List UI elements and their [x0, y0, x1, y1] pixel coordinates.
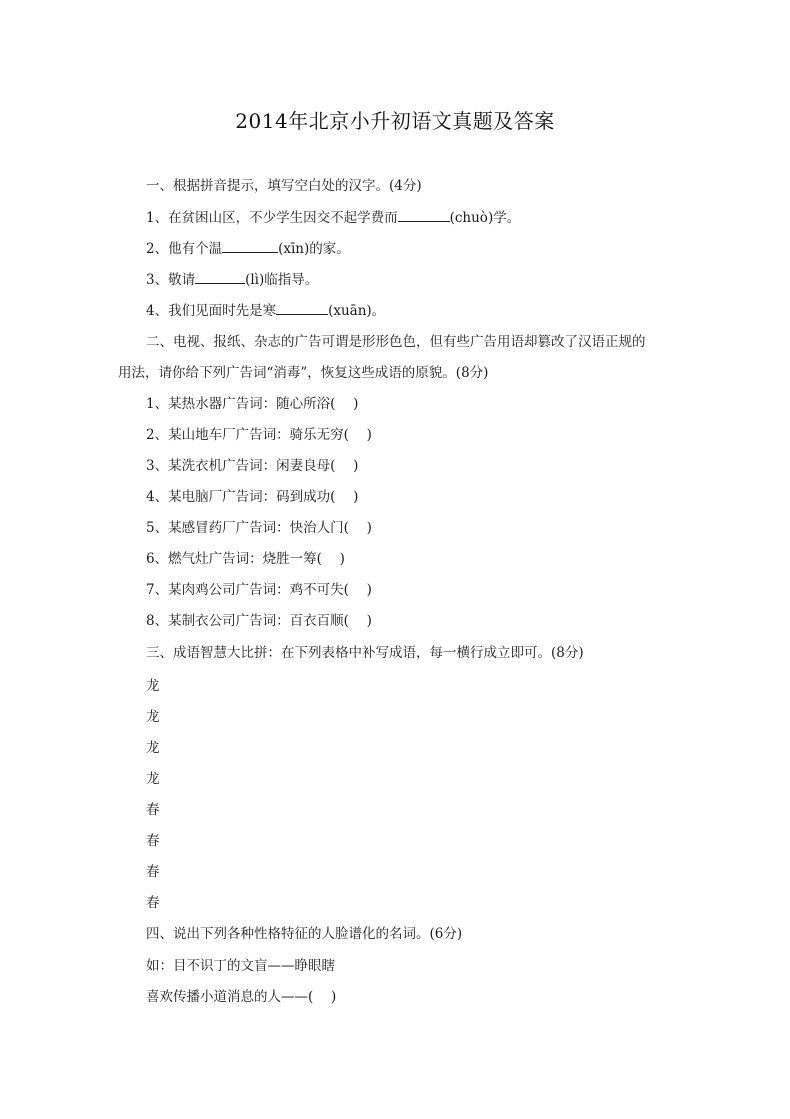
- answer-blank: [222, 239, 278, 253]
- answer-blank: [195, 270, 245, 284]
- section2-item-5: 5、某感冒药厂广告词：快治人门( ): [146, 520, 372, 536]
- section2-item-7: 7、某肉鸡公司广告词：鸡不可失( ): [146, 582, 372, 598]
- idiom-row-5: 春: [146, 802, 160, 818]
- section1-question-1: [146, 208, 520, 227]
- answer-blank: [398, 208, 450, 222]
- question-text: (lì)临指导。: [245, 272, 319, 288]
- section4-example: 如：目不识丁的文盲——睁眼瞎: [146, 958, 335, 974]
- section1-question-2: [146, 239, 350, 258]
- idiom-row-7: 春: [146, 864, 160, 880]
- idiom-row-4: 龙: [146, 771, 160, 787]
- section1-question-3: [146, 270, 318, 289]
- question-text: 4、我们见面时先是寒: [146, 303, 277, 319]
- section4-question-1: 喜欢传播小道消息的人——( ): [146, 989, 337, 1005]
- section2-item-1: 1、某热水器广告词：随心所浴( ): [146, 396, 359, 412]
- document-title: 2014年北京小升初语文真题及答案: [235, 109, 555, 133]
- idiom-row-6: 春: [146, 833, 160, 849]
- section3-heading: 三、成语智慧大比拼：在下列表格中补写成语，每一横行成立即可。(8分): [146, 645, 584, 661]
- idiom-row-3: 龙: [146, 740, 160, 756]
- section2-item-8: 8、某制衣公司广告词：百衣百顺( ): [146, 613, 372, 629]
- question-text: (chuò)学。: [449, 210, 521, 226]
- section2-item-3: 3、某洗衣机广告词：闲妻良母( ): [146, 458, 359, 474]
- section4-heading: 四、说出下列各种性格特征的人脸谱化的名词。(6分): [146, 926, 463, 942]
- question-text: 2、他有个温: [146, 241, 223, 257]
- section1-heading: 一、根据拼音提示，填写空白处的汉字。(4分): [146, 178, 422, 194]
- question-text: (xuān)。: [328, 303, 386, 319]
- question-text: (xīn)的家。: [278, 241, 350, 257]
- idiom-row-2: 龙: [146, 709, 160, 725]
- section2-item-4: 4、某电脑厂广告词：码到成功( ): [146, 489, 359, 505]
- section2-heading-line2: 用法，请你给下列广告词“消毒”，恢复这些成语的原貌。(8分): [118, 365, 489, 381]
- section2-item-2: 2、某山地车厂广告词：骑乐无穷( ): [146, 427, 372, 443]
- section1-question-4: [146, 301, 385, 320]
- section2-item-6: 6、燃气灶广告词：烧胜一筹( ): [146, 551, 345, 567]
- idiom-row-8: 春: [146, 895, 160, 911]
- section2-heading-line1: 二、电视、报纸、杂志的广告可谓是形形色色，但有些广告用语却篡改了汉语正规的: [146, 334, 646, 350]
- question-text: 3、敬请: [146, 272, 196, 288]
- question-text: 1、在贫困山区，不少学生因交不起学费而: [146, 210, 398, 226]
- idiom-row-1: 龙: [146, 678, 160, 694]
- answer-blank: [276, 301, 328, 315]
